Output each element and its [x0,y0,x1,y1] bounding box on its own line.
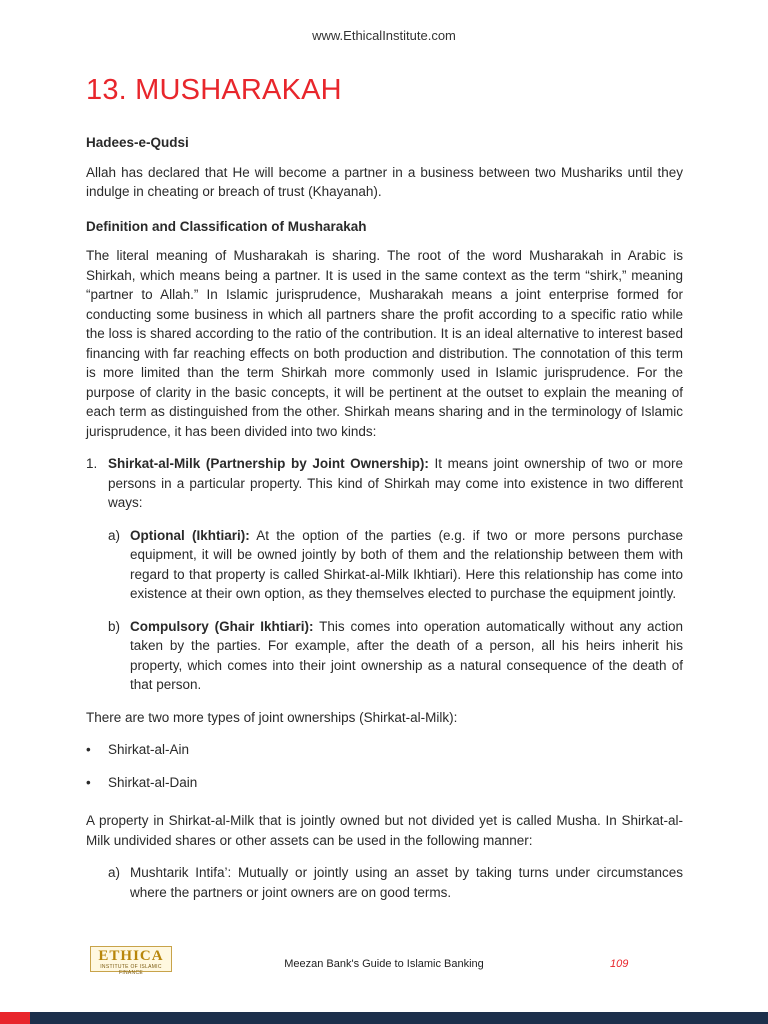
hadees-paragraph: Allah has declared that He will become a partner in a business between two Mushariks until they indulge in cheating or breach of trust (Khayanah). [86,164,683,199]
bullet-icon: • [86,742,91,757]
bullet-text: Shirkat-al-Ain [108,742,190,757]
term-text: This comes into operation automatically without any action taken by the parties. For example, after the death of a person, all his heirs inherit his property, which comes into their joint ownership as a natural consequence of the death of that person. [130,618,683,692]
list-item-shirkat-al-milk [86,454,683,513]
bullet-item [86,740,683,760]
sub-item-letter: a) [108,865,121,880]
term-label: Compulsory (Ghair Ikhtiari): [130,618,314,634]
sub-item-body [130,617,683,695]
sub-item-optional [108,526,683,604]
bullet-icon: • [86,774,91,790]
footer-bar [0,1012,768,1024]
sub-item-letter: b) [108,618,121,634]
list-item-body [108,454,683,513]
page-number: 109 [610,958,629,970]
term-label: Shirkat-al-Milk (Partnership by Joint Ownership): [108,456,429,471]
footer-guide-title: Meezan Bank's Guide to Islamic Banking [284,958,484,970]
term-label: Optional (Ikhtiari): [130,527,250,543]
sub-item-body: Mushtarik Intifa’: Mutually or jointly using an asset by taking turns under circumstances where the partners or joint owners are on good terms. [130,865,683,900]
chapter-title: 13. MUSHARAKAH [86,74,342,106]
more-types-paragraph: There are two more types of joint ownerships (Shirkat-al-Milk): [86,709,458,725]
site-url: www.EthicalInstitute.com [312,28,456,43]
sub-item-letter: a) [108,527,121,543]
term-text: It means joint ownership of two or more persons in a particular property. This kind of Shirkah may come into existence in two different ways: [108,456,684,510]
bullet-text: Shirkat-al-Dain [108,774,198,790]
section-heading-hadees: Hadees-e-Qudsi [86,135,189,150]
section-heading-definition: Definition and Classification of Musharakah [86,218,367,234]
logo-tagline: INSTITUTE OF ISLAMIC FINANCE [100,964,162,976]
logo-wordmark: ETHICA [98,948,164,964]
definition-paragraph: The literal meaning of Musharakah is sharing. The root of the word Musharakah in Arabic is Shirkah, which means being a partner. It is used in the same context as the term “shirk,” meaning “partner to Allah.” In Islamic jurisprudence, Musharakah means a joint enterprise formed for conducting some business in which all partners share the profit according to a specific ratio while the loss is shared according to the ratio of the contribution. It is an ideal alternative to interest based financing with far reaching effects on both production and distribution. The connotation of this term is more limited than the term Shirkah more commonly used in Islamic jurisprudence. For the purpose of clarity in the basic concepts, it will be pertinent at the outset to explain the meaning of each term as distinguished from the other. Shirkah means sharing and in the terminology of Islamic jurisprudence, it has been divided into two kinds: [86,248,683,439]
bullet-item [86,773,683,793]
list-number: 1. [86,456,98,471]
page-content [86,133,683,902]
sub-item-mushtarik-intifa [108,863,683,902]
musha-paragraph: A property in Shirkat-al-Milk that is jointly owned but not divided yet is called Musha. In Shirkat-al-Milk undivided shares or other assets can be used in the following manner: [86,813,683,848]
footer-bar-accent [0,1012,30,1024]
term-text: At the option of the parties (e.g. if two or more persons purchase equipment, it will be owned jointly by both of them and the relationship between them with regard to that property is called Shirkat-al-Milk Ikhtiari). Here this relationship has come into existence at their own option, as they themselves elected to purchase the equipment jointly. [130,527,683,601]
sub-item-compulsory [108,617,683,695]
sub-item-body [130,526,683,604]
